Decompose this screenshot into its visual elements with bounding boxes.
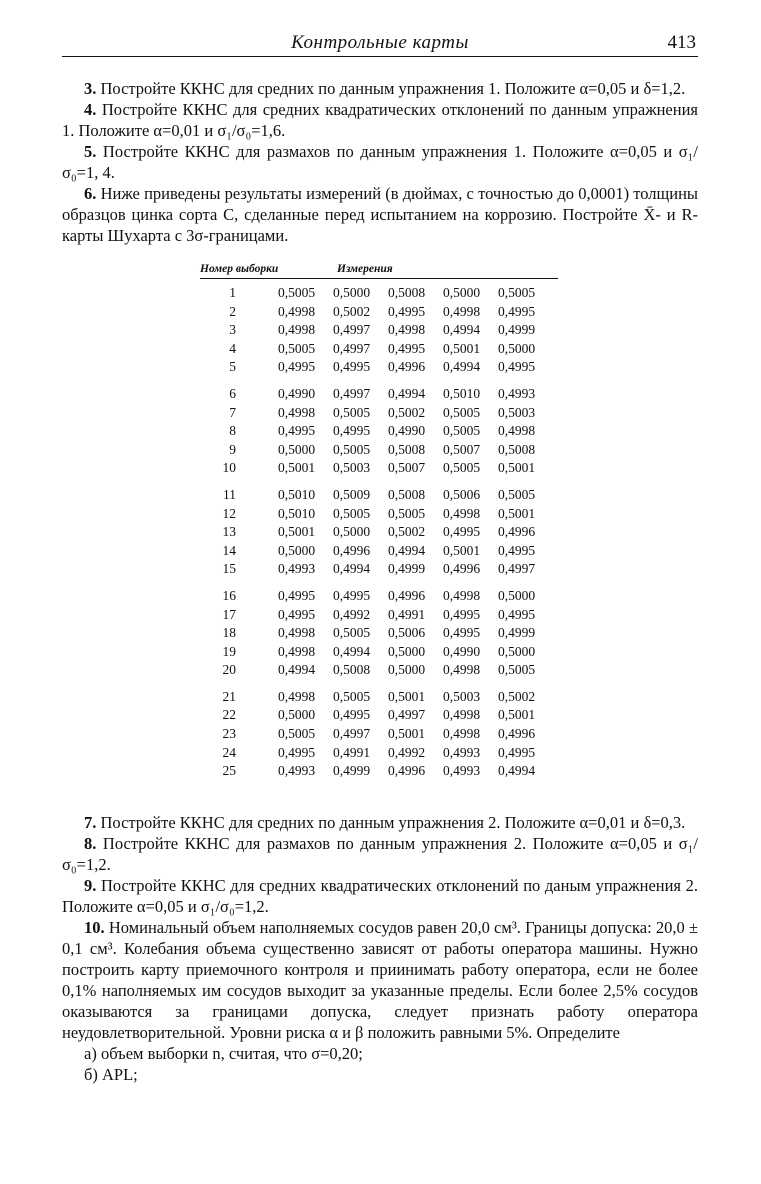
- measurement-cell: 0,5005: [498, 486, 536, 502]
- measurement-cell: 0,4996: [498, 726, 536, 742]
- measurement-cell: 0,5007: [443, 441, 481, 457]
- measurement-cell: 0,4995: [278, 423, 316, 439]
- measurement-cell: 0,5001: [388, 726, 426, 742]
- exercise-text: Постройте ККНС для размахов по данным упражнения 1. Положите α=0,05 и σ₁/σ₀=1, 4.: [62, 142, 698, 182]
- sub-item-a: а) объем выборки n, считая, что σ=0,20;: [84, 1044, 363, 1063]
- sample-number: 11: [223, 486, 236, 502]
- measurement-cell: 0,4992: [333, 606, 371, 622]
- measurement-cell: 0,5000: [333, 524, 371, 540]
- exercise-8: [62, 833, 698, 875]
- measurement-cell: 0,5005: [333, 404, 371, 420]
- row-group: [200, 689, 558, 782]
- measurement-cell: 0,4994: [443, 322, 481, 338]
- measurement-cell: 0,4998: [443, 587, 481, 603]
- table-row: [200, 524, 558, 543]
- measurement-cell: 0,5003: [443, 688, 481, 704]
- sample-number: 4: [229, 340, 236, 356]
- measurement-cell: 0,4999: [498, 625, 536, 641]
- measurement-cell: 0,5001: [443, 340, 481, 356]
- measurement-cell: 0,5005: [333, 625, 371, 641]
- table-row: [200, 359, 558, 378]
- measurement-cell: 0,4993: [443, 744, 481, 760]
- measurement-cell: 0,5002: [388, 404, 426, 420]
- table-row: [200, 285, 558, 304]
- measurement-cell: 0,4998: [278, 643, 316, 659]
- table-row: [200, 460, 558, 479]
- sample-number: 2: [229, 303, 236, 319]
- measurement-cell: 0,4996: [498, 524, 536, 540]
- measurement-cell: 0,4997: [498, 561, 536, 577]
- exercise-6: [62, 183, 698, 246]
- exercise-number: 9.: [84, 876, 97, 895]
- sample-number: 15: [222, 561, 236, 577]
- measurement-cell: 0,4999: [333, 763, 371, 779]
- measurement-cell: 0,4995: [498, 606, 536, 622]
- exercises-3-6: [62, 78, 698, 246]
- measurement-cell: 0,4995: [498, 542, 536, 558]
- row-group: [200, 588, 558, 681]
- measurement-cell: 0,5005: [278, 285, 316, 300]
- measurement-cell: 0,4990: [388, 423, 426, 439]
- table-row: [200, 506, 558, 525]
- measurement-cell: 0,5005: [333, 505, 371, 521]
- measurement-cell: 0,4991: [388, 606, 426, 622]
- sample-number: 22: [222, 707, 236, 723]
- measurement-cell: 0,4998: [278, 404, 316, 420]
- table-row: [200, 386, 558, 405]
- exercise-5: [62, 141, 698, 183]
- page-header: [62, 30, 698, 57]
- exercise-3: [62, 78, 698, 99]
- measurement-cell: 0,4991: [333, 744, 371, 760]
- measurement-cell: 0,4995: [498, 303, 536, 319]
- sample-number: 17: [222, 606, 236, 622]
- measurement-cell: 0,5000: [278, 441, 316, 457]
- measurement-cell: 0,4994: [333, 561, 371, 577]
- measurement-cell: 0,5005: [333, 688, 371, 704]
- measurement-cell: 0,5010: [278, 486, 316, 502]
- table-row: [200, 341, 558, 360]
- table-row: [200, 442, 558, 461]
- measurement-cell: 0,4999: [388, 561, 426, 577]
- measurement-cell: 0,5000: [388, 662, 426, 678]
- sample-number: 13: [222, 524, 236, 540]
- page-number: 413: [667, 32, 696, 53]
- sample-number: 5: [229, 359, 236, 375]
- exercise-4: [62, 99, 698, 141]
- running-title: Контрольные карты: [291, 32, 469, 53]
- measurement-cell: 0,4998: [278, 688, 316, 704]
- measurement-cell: 0,5002: [333, 303, 371, 319]
- measurement-cell: 0,4994: [388, 385, 426, 401]
- table-row: [200, 322, 558, 341]
- exercise-text: Постройте ККНС для средних квадратических отклонений по даным упражнения 2. Положите α=0,05 и σ₁/σ₀=1,2.: [62, 876, 698, 916]
- sample-number: 9: [229, 441, 236, 457]
- sample-number: 24: [222, 744, 236, 760]
- measurement-cell: 0,5008: [388, 285, 426, 300]
- exercise-7: [62, 812, 698, 833]
- row-group: [200, 386, 558, 479]
- exercise-number: 5.: [84, 142, 97, 161]
- sample-number: 14: [222, 542, 236, 558]
- measurement-cell: 0,4995: [333, 423, 371, 439]
- sub-item-b: б) APL;: [84, 1065, 138, 1084]
- measurement-cell: 0,5000: [278, 542, 316, 558]
- measurement-cell: 0,4996: [388, 587, 426, 603]
- table-row: [200, 607, 558, 626]
- measurement-cell: 0,5001: [278, 524, 316, 540]
- measurement-cell: 0,5001: [443, 542, 481, 558]
- measurement-cell: 0,4993: [278, 561, 316, 577]
- measurement-cell: 0,5007: [388, 460, 426, 476]
- exercise-10: [62, 917, 698, 1043]
- measurement-cell: 0,4990: [278, 385, 316, 401]
- exercise-number: 8.: [84, 834, 97, 853]
- measurement-cell: 0,4998: [278, 303, 316, 319]
- measurement-cell: 0,4996: [333, 542, 371, 558]
- table-row: [200, 405, 558, 424]
- measurement-cell: 0,5008: [498, 441, 536, 457]
- exercise-text: Номинальный объем наполняемых сосудов равен 20,0 см³. Границы допуска: 20,0 ± 0,1 см³. Колебания объема существенно зависят от работы оператора машины. Нужно построить карту приемочного контроля и приинимать работу оператора, если не более 0,1% наполняемых им сосудов выходит за указанные пределы. Если более 2,5% сосудов оказываются за границами допуска, следует признать работу оператора неудовлетворительной. Уровни риска α и β положить равными 5%. Определите: [62, 918, 698, 1042]
- exercises-7-10: [62, 812, 698, 1085]
- measurement-cell: 0,4990: [443, 643, 481, 659]
- measurement-cell: 0,4995: [388, 303, 426, 319]
- exercise-number: 6.: [84, 184, 97, 203]
- measurement-cell: 0,4995: [443, 606, 481, 622]
- exercise-text: Ниже приведены результаты измерений (в дюймах, с точностью до 0,0001) толщины образцов цинка сорта С, сделанные перед испытанием на коррозию. Постройте X̄- и R-карты Шухарта с 3σ-границами.: [62, 184, 698, 245]
- table-row: [200, 745, 558, 764]
- exercise-number: 7.: [84, 813, 97, 832]
- measurement-cell: 0,4998: [443, 505, 481, 521]
- measurement-cell: 0,5002: [498, 688, 536, 704]
- table-row: [200, 588, 558, 607]
- measurement-cell: 0,5005: [278, 726, 316, 742]
- measurement-cell: 0,4993: [443, 763, 481, 779]
- measurement-cell: 0,4995: [278, 606, 316, 622]
- measurement-cell: 0,4998: [443, 662, 481, 678]
- exercise-9: [62, 875, 698, 917]
- measurement-cell: 0,4998: [388, 322, 426, 338]
- measurement-cell: 0,4996: [443, 561, 481, 577]
- measurement-cell: 0,4998: [443, 726, 481, 742]
- measurement-cell: 0,5001: [498, 460, 536, 476]
- measurement-cell: 0,5005: [498, 285, 536, 300]
- measurement-cell: 0,4997: [333, 340, 371, 356]
- measurement-cell: 0,5000: [278, 707, 316, 723]
- measurement-cell: 0,4994: [333, 643, 371, 659]
- measurement-cell: 0,5000: [498, 643, 536, 659]
- sample-number: 8: [229, 423, 236, 439]
- measurement-cell: 0,4995: [278, 744, 316, 760]
- measurement-cell: 0,5010: [278, 505, 316, 521]
- measurement-cell: 0,5006: [388, 625, 426, 641]
- column-header-sample: Номер выборки: [200, 263, 279, 275]
- sample-number: 7: [229, 404, 236, 420]
- measurement-cell: 0,4997: [333, 322, 371, 338]
- row-group: [200, 285, 558, 378]
- column-header-measurements: Измерения: [337, 263, 393, 275]
- measurement-cell: 0,5005: [443, 404, 481, 420]
- measurement-cell: 0,5000: [498, 340, 536, 356]
- measurement-cell: 0,4997: [388, 707, 426, 723]
- measurement-cell: 0,5001: [388, 688, 426, 704]
- sample-number: 1: [229, 285, 236, 300]
- measurement-cell: 0,5006: [443, 486, 481, 502]
- measurement-cell: 0,4994: [498, 763, 536, 779]
- sample-number: 21: [222, 688, 236, 704]
- measurement-cell: 0,5003: [498, 404, 536, 420]
- exercise-number: 3.: [84, 79, 97, 98]
- measurement-cell: 0,5005: [498, 662, 536, 678]
- measurement-cell: 0,4995: [333, 707, 371, 723]
- table-row: [200, 543, 558, 562]
- table-row: [200, 423, 558, 442]
- measurement-cell: 0,4998: [278, 322, 316, 338]
- measurement-cell: 0,5005: [443, 423, 481, 439]
- measurement-cell: 0,5005: [388, 505, 426, 521]
- measurement-cell: 0,4998: [278, 625, 316, 641]
- row-group: [200, 487, 558, 580]
- sample-number: 6: [229, 385, 236, 401]
- sample-number: 19: [222, 643, 236, 659]
- measurement-cell: 0,5000: [443, 285, 481, 300]
- measurement-cell: 0,5010: [443, 385, 481, 401]
- measurement-cell: 0,4992: [388, 744, 426, 760]
- measurement-cell: 0,4995: [498, 359, 536, 375]
- table-row: [200, 304, 558, 323]
- measurement-cell: 0,5005: [333, 441, 371, 457]
- table-body: [200, 285, 558, 782]
- measurement-cell: 0,5002: [388, 524, 426, 540]
- table-row: [200, 707, 558, 726]
- sample-number: 25: [222, 763, 236, 779]
- exercise-number: 10.: [84, 918, 105, 937]
- sample-number: 20: [222, 662, 236, 678]
- measurement-cell: 0,4995: [388, 340, 426, 356]
- measurement-cell: 0,4995: [498, 744, 536, 760]
- measurement-cell: 0,5000: [498, 587, 536, 603]
- measurement-cell: 0,5008: [388, 441, 426, 457]
- measurement-cell: 0,4996: [388, 359, 426, 375]
- sample-number: 3: [229, 322, 236, 338]
- measurement-cell: 0,4995: [443, 625, 481, 641]
- sample-number: 10: [222, 460, 236, 476]
- sample-number: 23: [222, 726, 236, 742]
- table-row: [200, 763, 558, 782]
- measurement-cell: 0,5001: [498, 707, 536, 723]
- exercise-text: Постройте ККНС для средних по данным упражнения 1. Положите α=0,05 и δ=1,2.: [96, 79, 686, 98]
- table-row: [200, 662, 558, 681]
- measurement-cell: 0,5000: [388, 643, 426, 659]
- table-row: [200, 487, 558, 506]
- table-row: [200, 689, 558, 708]
- measurement-cell: 0,5005: [278, 340, 316, 356]
- table-row: [200, 561, 558, 580]
- table-row: [200, 644, 558, 663]
- measurement-cell: 0,5001: [278, 460, 316, 476]
- measurement-cell: 0,5009: [333, 486, 371, 502]
- measurement-cell: 0,4995: [333, 359, 371, 375]
- table-row: [200, 625, 558, 644]
- measurement-cell: 0,5001: [498, 505, 536, 521]
- measurement-cell: 0,5005: [443, 460, 481, 476]
- measurement-cell: 0,4995: [443, 524, 481, 540]
- measurement-cell: 0,4998: [443, 303, 481, 319]
- exercise-text: Постройте ККНС для средних по данным упражнения 2. Положите α=0,01 и δ=0,3.: [96, 813, 686, 832]
- measurement-cell: 0,4994: [388, 542, 426, 558]
- measurements-table: [200, 263, 558, 790]
- measurement-cell: 0,4994: [278, 662, 316, 678]
- measurement-cell: 0,4994: [443, 359, 481, 375]
- measurement-cell: 0,4998: [443, 707, 481, 723]
- table-row: [200, 726, 558, 745]
- sample-number: 16: [222, 587, 236, 603]
- exercise-text: Постройте ККНС для средних квадратических отклонений по данным упражнения 1. Положите α=0,01 и σ₁/σ₀=1,6.: [62, 100, 698, 140]
- measurement-cell: 0,4997: [333, 726, 371, 742]
- measurement-cell: 0,4998: [498, 423, 536, 439]
- measurement-cell: 0,5008: [388, 486, 426, 502]
- measurement-cell: 0,4993: [278, 763, 316, 779]
- measurement-cell: 0,5003: [333, 460, 371, 476]
- sample-number: 12: [222, 505, 236, 521]
- measurement-cell: 0,4995: [333, 587, 371, 603]
- measurement-cell: 0,5000: [333, 285, 371, 300]
- measurement-cell: 0,5008: [333, 662, 371, 678]
- measurement-cell: 0,4996: [388, 763, 426, 779]
- measurement-cell: 0,4993: [498, 385, 536, 401]
- exercise-number: 4.: [84, 100, 97, 119]
- measurement-cell: 0,4995: [278, 359, 316, 375]
- measurement-cell: 0,4999: [498, 322, 536, 338]
- measurement-cell: 0,4995: [278, 587, 316, 603]
- measurement-cell: 0,4997: [333, 385, 371, 401]
- table-header: [200, 263, 558, 279]
- sample-number: 18: [222, 625, 236, 641]
- exercise-text: Постройте ККНС для размахов по данным упражнения 2. Положите α=0,05 и σ₁/σ₀=1,2.: [62, 834, 698, 874]
